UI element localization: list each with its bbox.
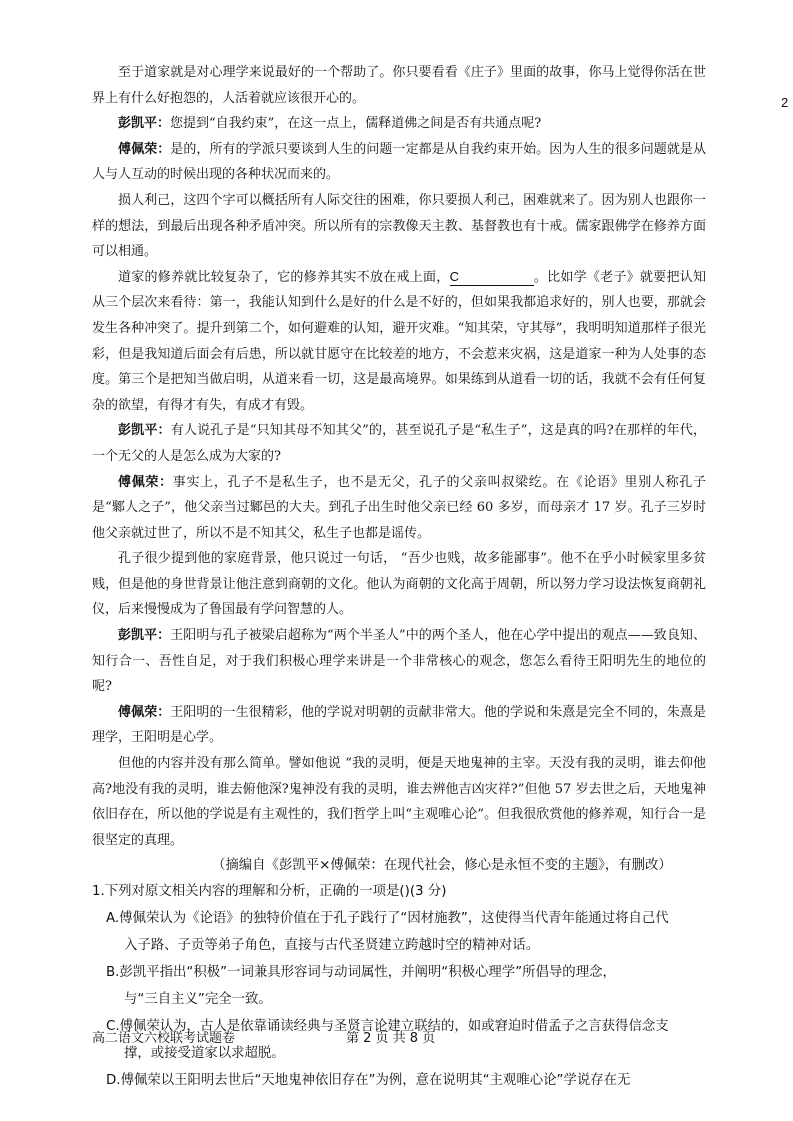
paragraph-text: 您提到“自我约束”，在这一点上，儒释道佛之间是否有共通点呢? xyxy=(170,116,542,132)
paragraph-text: 有人说孔子是“只知其母不知其父”的，甚至说孔子是“私生子”，这是真的吗?在那样的年代，一个无父的人是怎么成为大家的? xyxy=(92,423,706,464)
paragraph xyxy=(92,546,706,623)
page-marker: 2 xyxy=(781,95,789,110)
question-stem: 1.下列对原文相关内容的理解和分析，正确的一项是()(3 分) xyxy=(92,884,447,900)
speaker-label: 彭凯平： xyxy=(118,628,171,644)
paragraph-text: 至于道家就是对心理学来说最好的一个帮助了。你只要看看《庄子》里面的故事，你马上觉得你活在世界上有什么好抱怨的，人活着就应该很开心的。 xyxy=(92,65,706,106)
footer-exam-title: 高二语文六校联考试题卷 xyxy=(92,1031,236,1046)
fill-blank: C xyxy=(450,268,534,286)
paragraph-text: 损人利己，这四个字可以概括所有人际交往的困难，你只要损人利己，困难就来了。因为别人也跟你一样的想法，到最后出现各种矛盾冲突。所以所有的宗教像天主教、基督教也有十戒。儒家跟佛学在修养方面可以相通。 xyxy=(92,192,706,260)
option-text-cont: 撑，或接受道家以求超脱。 xyxy=(124,1046,285,1062)
paragraph-text: 。比如学《老子》就要把认知从三个层次来看待：第一，我能认知到什么是好的什么是不好的，但如果我都追求好的，别人也要，那就会发生各种冲突了。提升到第二个，如何避难的认知，避开灾难。“知其荣，守其辱”，我明明知道那样子很光彩，但是我知道后面会有后患，所以就甘愿守在比较差的地方，不会惹来灾祸，这是道家一种为人处事的态度。第三个是把知当做启明，从道来看一切，这是最高境界。如果练到从道看一切的话，我就不会有任何复杂的欲望，有得才有失，有成才有毁。 xyxy=(92,269,706,413)
paragraph xyxy=(92,188,706,265)
option-text: D.傅佩荣以王阳明去世后“天地鬼神依旧存在”为例，意在说明其“主观唯心论”学说存在无 xyxy=(106,1073,631,1089)
speaker-label: 傅佩荣： xyxy=(118,474,173,490)
option-text: C.傅佩荣认为，古人是依靠诵读经典与圣贤言论建立联结的，如或窘迫时借孟子之言获得信念支 xyxy=(106,1019,669,1035)
option-text-cont: 与“三自主义”完全一致。 xyxy=(124,992,272,1008)
paragraph xyxy=(92,751,706,853)
source-citation: （摘编自《彭凯平×傅佩荣：在现代社会，修心是永恒不变的主题》，有删改） xyxy=(212,858,672,874)
paragraph xyxy=(92,111,706,137)
speaker-label: 傅佩荣： xyxy=(118,704,171,720)
option-text: A.傅佩荣认为《论语》的独特价值在于孔子践行了“因材施教”，这使得当代青年能通过将自己代 xyxy=(106,911,669,927)
footer-page-number: 第 2 页 共 8 页 xyxy=(346,1031,436,1046)
paragraph-text: 王阳明与孔子被梁启超称为“两个半圣人”中的两个圣人，他在心学中提出的观点——致良知、知行合一、吾性自足，对于我们积极心理学来讲是一个非常核心的观念，您怎么看待王阳明先生的地位的呢? xyxy=(92,628,706,695)
paragraph-text: 事实上，孔子不是私生子，也不是无父，孔子的父亲叫叔梁纥。在《论语》里别人称孔子是“鄹人之子”，他父亲当过鄹邑的大夫。到孔子出生时他父亲已经 60 多岁，而母亲才 17 岁。孔子三岁时他父亲就过世了，所以不是不知其父，私生子也都是谣传。 xyxy=(92,474,706,541)
paragraph-with-blank xyxy=(92,265,706,419)
speaker-label: 傅佩荣： xyxy=(118,141,171,157)
paragraph-text: 道家的修养就比较复杂了，它的修养其实不放在戒上面， xyxy=(118,269,450,285)
speaker-label: 彭凯平： xyxy=(118,423,171,439)
option-b xyxy=(92,959,706,1013)
speaker-label: 彭凯平： xyxy=(118,116,171,132)
paragraph-text: 但他的内容并没有那么简单。譬如他说 “我的灵明，便是天地鬼神的主宰。天没有我的灵明，谁去仰他高?地没有我的灵明，谁去俯他深?鬼神没有我的灵明，谁去辨他吉凶灾祥?”但他 57 岁去世之后，天地鬼神依旧存在，所以他的学说是有主观性的，我们哲学上叫“主观唯心论”。但我很欣赏他的修养观，知行合一是很坚定的真理。 xyxy=(92,756,706,848)
paragraph xyxy=(92,60,706,111)
paragraph xyxy=(92,137,706,188)
option-text: B.彭凯平指出“积极”一词兼具形容词与动词属性，并阐明“积极心理学”所倡导的理念， xyxy=(106,965,616,981)
option-text-cont: 入子路、子贡等弟子角色，直接与古代圣贤建立跨越时空的精神对话。 xyxy=(124,938,540,954)
option-a xyxy=(92,905,706,959)
paragraph-text: 孔子很少提到他的家庭背景，他只说过一句话， “吾少也贱，故多能鄙事”。他不在乎小时候家里多贫贱，但是他的身世背景让他注意到商朝的文化。他认为商朝的文化高于周朝，所以努力学习设法恢复商朝礼仪，后来慢慢成为了鲁国最有学问智慧的人。 xyxy=(92,551,706,618)
paragraph-text: 是的，所有的学派只要谈到人生的问题一定都是从自我约束开始。因为人生的很多问题就是从人与人互动的时候出现的各种状况而来的。 xyxy=(92,141,706,183)
option-d xyxy=(92,1067,706,1094)
passage-body xyxy=(92,60,706,1094)
paragraph-text: 王阳明的一生很精彩，他的学说对明朝的贡献非常大。他的学说和朱熹是完全不同的，朱熹是理学，王阳明是心学。 xyxy=(92,704,706,746)
paragraph xyxy=(92,418,706,469)
paragraph xyxy=(92,623,706,700)
paragraph xyxy=(92,470,706,547)
paragraph xyxy=(92,700,706,751)
